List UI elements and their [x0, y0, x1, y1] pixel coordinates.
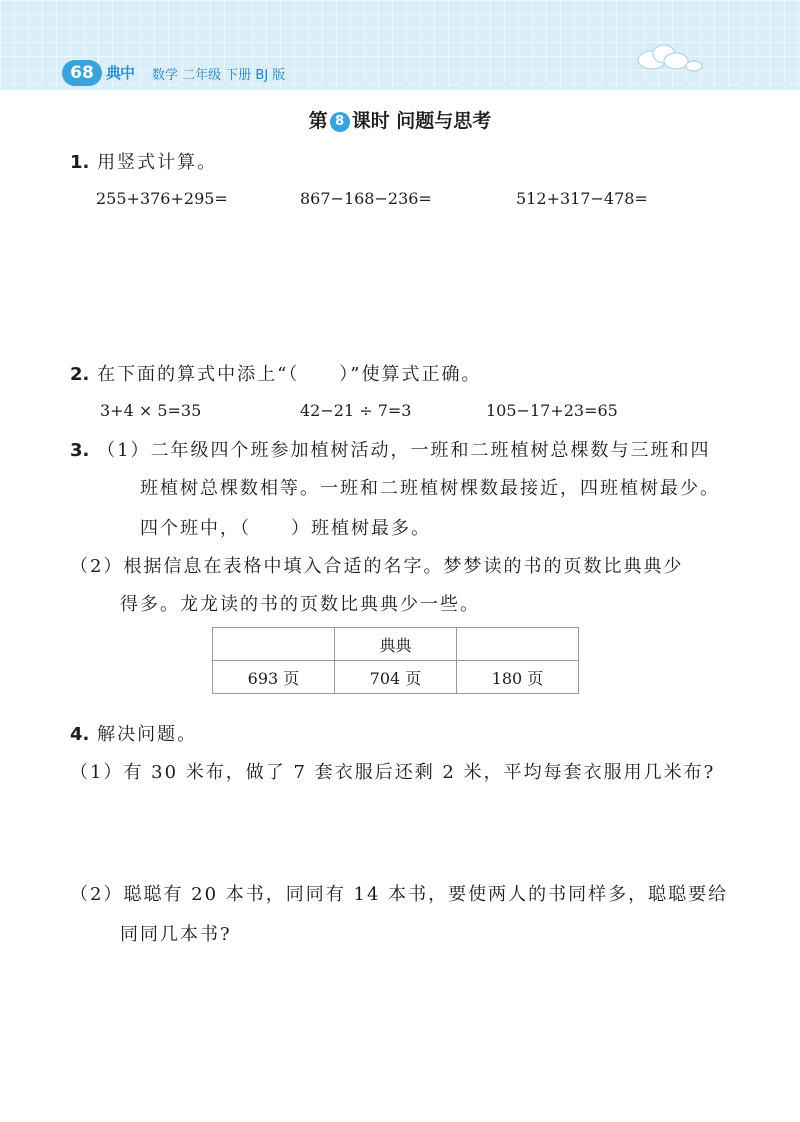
q1-expression-3: 512+317−478=	[516, 189, 648, 208]
table-pages-cell-2: 704 页	[335, 661, 457, 694]
question-2-prompt: 在下面的算式中添上“（ ）”使算式正确。	[97, 364, 482, 385]
q4-part2	[70, 880, 728, 906]
q3-part2-line2: 得多。龙龙读的书的页数比典典少一些。	[120, 594, 480, 615]
title-suffix: 课时 问题与思考	[351, 110, 492, 132]
q3-part1-line3: 四个班中，（ ）班植树最多。	[140, 518, 431, 539]
q4-part1-label: （1）	[70, 762, 124, 783]
q4-part2-line2: 同同几本书?	[120, 924, 232, 945]
table-pages-cell-1: 693 页	[213, 661, 335, 694]
q2-expression-2: 42−21 ÷ 7=3	[300, 401, 412, 420]
q1-expression-1: 255+376+295=	[96, 189, 228, 208]
table-row	[213, 661, 579, 694]
table-name-cell-1[interactable]	[213, 628, 335, 661]
table-pages-cell-3: 180 页	[457, 661, 579, 694]
q1-expression-2: 867−168−236=	[300, 189, 432, 208]
reading-pages-table	[212, 627, 579, 694]
question-2	[70, 360, 482, 386]
q3-part2	[70, 552, 683, 578]
question-3	[70, 436, 711, 462]
brand-logo: 典中	[106, 64, 135, 82]
table-name-cell-3[interactable]	[457, 628, 579, 661]
title-prefix: 第	[308, 110, 328, 132]
question-4-number: 4.	[70, 724, 90, 745]
question-4-prompt: 解决问题。	[97, 724, 198, 745]
question-1-number: 1.	[70, 152, 90, 173]
question-2-number: 2.	[70, 364, 90, 385]
q4-part1	[70, 758, 715, 784]
cloud-icon	[628, 40, 708, 74]
question-3-number: 3.	[70, 440, 90, 461]
q3-part2-line1: 根据信息在表格中填入合适的名字。梦梦读的书的页数比典典少	[123, 556, 684, 577]
q4-part2-label: （2）	[70, 884, 124, 905]
q3-part1-line1: 二年级四个班参加植树活动，一班和二班植树总棵数与三班和四	[150, 440, 711, 461]
q4-part1-line1: 有 30 米布，做了 7 套衣服后还剩 2 米，平均每套衣服用几米布?	[123, 762, 716, 783]
table-header-row	[213, 628, 579, 661]
page-number-badge: 68	[62, 60, 102, 86]
q3-part2-label: （2）	[70, 556, 124, 577]
question-1-prompt: 用竖式计算。	[97, 152, 218, 173]
q2-expression-3: 105−17+23=65	[486, 401, 618, 420]
table-name-cell-2: 典典	[335, 628, 457, 661]
header-wave-edge	[0, 82, 800, 94]
q2-expression-1: 3+4 × 5=35	[100, 401, 202, 420]
lesson-title	[0, 106, 800, 133]
book-info: 数学 二年级 下册 BJ 版	[152, 68, 286, 83]
q4-part2-line1: 聪聪有 20 本书，同同有 14 本书，要使两人的书同样多，聪聪要给	[123, 884, 729, 905]
question-4	[70, 720, 197, 746]
lesson-number-badge: 8	[330, 112, 350, 132]
q3-part1-label: （1）	[97, 440, 151, 461]
question-1	[70, 148, 217, 174]
q3-part1-line2: 班植树总棵数相等。一班和二班植树棵数最接近，四班植树最少。	[140, 478, 720, 499]
